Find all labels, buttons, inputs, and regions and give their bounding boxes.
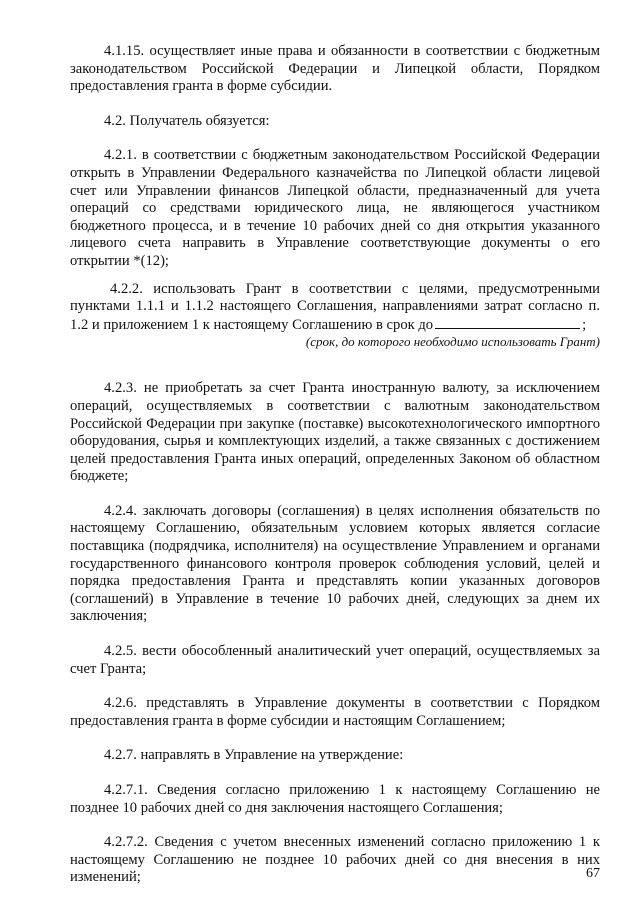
paragraph-4-2-2	[70, 281, 600, 335]
paragraph-4-1-15: 4.1.15. осуществляет иные права и обязанности в соответствии с бюджетным законодательством Российской Федерации и Липецкой области, Порядком предоставления гранта в форме субсидии.	[70, 43, 600, 95]
paragraph-4-2-1: 4.2.1. в соответствии с бюджетным законодательством Российской Федерации открыть в Управлении Федерального казначейства по Липецкой области лицевой счет или Управлении финансов Липецкой области, предназначенный для учета операций со средствами юридического лица, не являющегося участником бюджетного процесса, и в течение 10 рабочих дней со дня открытия указанного лицевого счета направить в Управление соответствующие документы о его открытии *(12);	[70, 147, 600, 269]
paragraph-4-2-7: 4.2.7. направлять в Управление на утверждение:	[104, 747, 404, 764]
deadline-blank-line	[435, 316, 580, 329]
paragraph-4-2-3: 4.2.3. не приобретать за счет Гранта иностранную валюту, за исключением операций, осуществляемых в соответствии с валютным законодательством Российской Федерации при закупке (поставке) высокотехнологического импортного оборудования, сырья и комплектующих изделий, а также связанных с достижением целей предоставления Гранта иных операций, определенных Законом об областном бюджете;	[70, 380, 600, 485]
document-body	[70, 43, 600, 887]
paragraph-4-2: 4.2. Получатель обязуется:	[104, 112, 270, 129]
paragraph-4-2-7-1: 4.2.7.1. Сведения согласно приложению 1 к настоящему Соглашению не позднее 10 рабочих дней со дня заключения настоящего Соглашения;	[70, 782, 600, 816]
page-number: 67	[586, 866, 600, 881]
paragraph-4-2-4: 4.2.4. заключать договоры (соглашения) в целях исполнения обязательств по настоящему Соглашению, обязательным условием которых является согласие поставщика (подрядчика, исполнителя) на осуществление Управлением и органами государственного финансового контроля проверок соблюдения условий, целей и порядка предоставления Гранта и представлять копии указанных договоров (соглашений) в Управление в течение 10 рабочих дней, следующих за днем их заключения;	[70, 502, 600, 625]
paragraph-4-2-2-text: 4.2.2. использовать Грант в соответствии с целями, предусмотренными пунктами 1.1.1 и 1.1.2 настоящего Соглашения, направлениями затрат согласно п. 1.2 и приложением 1 к настоящему Соглашению в срок до	[70, 280, 600, 333]
paragraph-4-2-6: 4.2.6. представлять в Управление документы в соответствии с Порядком предоставления гранта в форме субсидии и настоящим Соглашением;	[70, 695, 600, 729]
paragraph-4-2-5: 4.2.5. вести обособленный аналитический учет операций, осуществляемых за счет Гранта;	[70, 643, 600, 677]
paragraph-4-2-2-end: ;	[582, 316, 587, 333]
deadline-hint: (срок, до которого необходимо использовать Грант)	[305, 334, 600, 350]
paragraph-4-2-7-2: 4.2.7.2. Сведения с учетом внесенных изменений согласно приложению 1 к настоящему Соглашению не позднее 10 рабочих дней со дня внесения в них изменений;	[70, 834, 600, 886]
